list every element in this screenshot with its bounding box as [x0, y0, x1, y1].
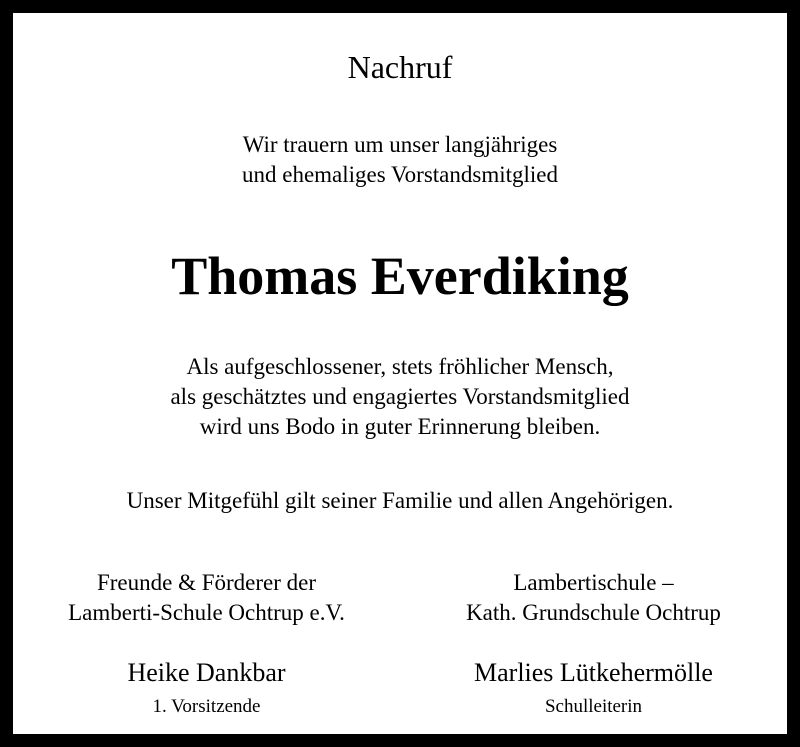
notice-title: Nachruf	[347, 49, 453, 85]
intro-line: Wir trauern um unser langjähriges	[242, 132, 558, 157]
sympathy-text: Unser Mitgefühl gilt seiner Familie und allen Angehörigen.	[126, 488, 674, 513]
tribute-line: wird uns Bodo in guter Erinnerung bleiben.	[199, 414, 601, 439]
signatory-right-name: Marlies Lütkehermölle	[474, 658, 713, 687]
tribute-text	[13, 352, 787, 442]
signatory-right-role: Schulleiterin	[544, 696, 643, 717]
signatory-left-organization	[13, 568, 400, 628]
signatory-left-role: 1. Vorsitzende	[152, 696, 261, 717]
signatory-left-name: Heike Dankbar	[127, 658, 286, 687]
intro-text	[13, 130, 787, 190]
tribute-line: Als aufgeschlossener, stets fröhlicher Mensch,	[186, 354, 614, 379]
organization-line: Lamberti-Schule Ochtrup e.V.	[68, 600, 345, 625]
signatory-right-organization	[400, 568, 787, 628]
tribute-line: als geschätztes und engagiertes Vorstandsmitglied	[170, 384, 630, 409]
organization-line: Kath. Grundschule Ochtrup	[466, 600, 721, 625]
deceased-name: Thomas Everdiking	[171, 246, 629, 306]
organization-line: Freunde & Förderer der	[96, 570, 317, 595]
intro-line: und ehemaliges Vorstandsmitglied	[241, 162, 558, 187]
organization-line: Lambertischule –	[513, 570, 674, 595]
